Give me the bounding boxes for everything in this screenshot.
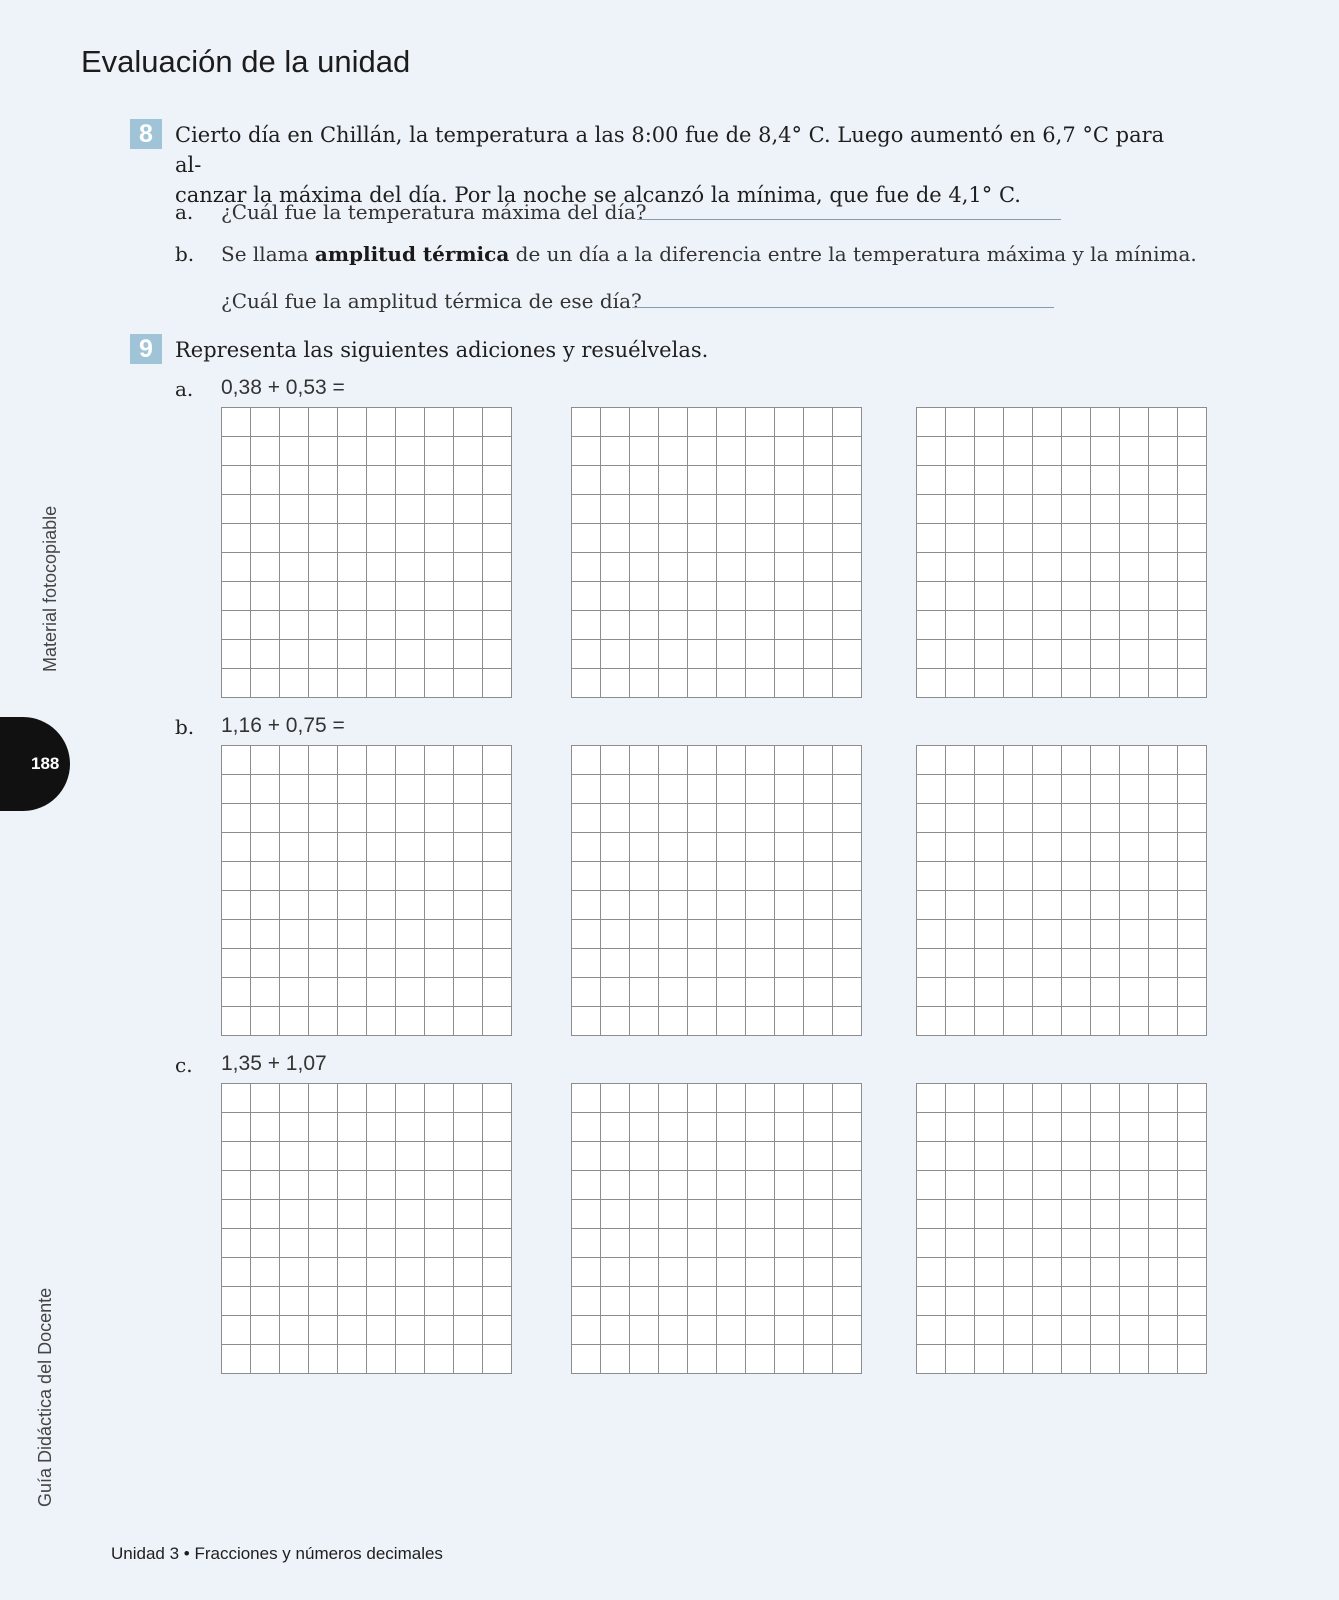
item-8a-text: ¿Cuál fue la temperatura máxima del día?: [221, 200, 647, 224]
item-8a-letter: a.: [175, 200, 194, 224]
item-9a-letter: a.: [175, 377, 194, 401]
item-9c-letter: c.: [175, 1053, 193, 1077]
hundred-grid[interactable]: [916, 1083, 1207, 1374]
side-label-guide: Guía Didáctica del Docente: [35, 1287, 55, 1507]
item-9b-letter: b.: [175, 715, 195, 739]
item-8b-question: ¿Cuál fue la amplitud térmica de ese día?: [221, 289, 642, 313]
hundred-grid[interactable]: [221, 1083, 512, 1374]
item-8b-post: de un día a la diferencia entre la temperatura máxima y la mínima.: [509, 242, 1197, 266]
item-8b-pre: Se llama: [221, 242, 315, 266]
question-number-8: 8: [130, 119, 162, 149]
question-number-9: 9: [130, 334, 162, 364]
answer-line-8b[interactable]: [632, 307, 1054, 308]
hundred-grid[interactable]: [571, 1083, 862, 1374]
item-9a-expression: 0,38 + 0,53 =: [221, 376, 345, 399]
question-8-text: [175, 120, 1185, 210]
question-9-text: Representa las siguientes adiciones y resuélvelas.: [175, 338, 709, 362]
hundred-grid[interactable]: [571, 745, 862, 1036]
item-9c-expression: 1,35 + 1,07: [221, 1052, 327, 1075]
answer-line-8a[interactable]: [637, 219, 1061, 220]
page-number-tab: 188: [0, 717, 70, 811]
question-8-line-1: Cierto día en Chillán, la temperatura a las 8:00 fue de 8,4° C. Luego aumentó en 6,7 °C para al-: [175, 123, 1165, 177]
question-8-line-2: canzar la máxima del día. Por la noche se alcanzó la mínima, que fue de 4,1° C.: [175, 183, 1021, 207]
hundred-grid[interactable]: [571, 407, 862, 698]
hundred-grid[interactable]: [221, 407, 512, 698]
page-title: Evaluación de la unidad: [81, 44, 411, 79]
item-8b-letter: b.: [175, 242, 195, 266]
hundred-grid[interactable]: [916, 407, 1207, 698]
item-8b-text: [221, 242, 1197, 266]
side-label-material: Material fotocopiable: [40, 505, 60, 672]
page-footer: Unidad 3 • Fracciones y números decimales: [111, 1544, 443, 1563]
hundred-grid[interactable]: [221, 745, 512, 1036]
item-9b-expression: 1,16 + 0,75 =: [221, 714, 345, 737]
term-amplitud-termica: amplitud térmica: [314, 242, 510, 266]
hundred-grid[interactable]: [916, 745, 1207, 1036]
